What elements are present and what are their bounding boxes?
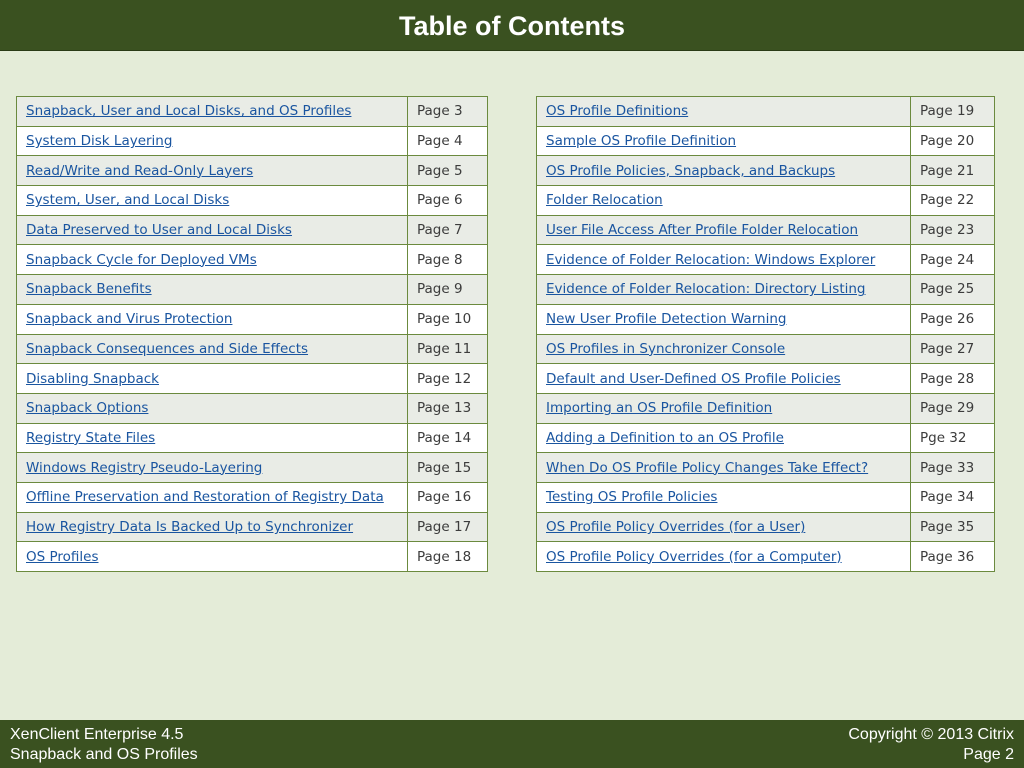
toc-entry-cell: [17, 364, 408, 394]
toc-page-number: Page 16: [408, 482, 488, 512]
toc-entry-cell: [537, 393, 911, 423]
toc-entry-link[interactable]: OS Profiles in Synchronizer Console: [546, 340, 786, 357]
toc-entry-cell: [17, 304, 408, 334]
toc-row: [537, 97, 995, 127]
toc-row: [537, 364, 995, 394]
toc-page-number: Page 23: [911, 215, 995, 245]
toc-entry-link[interactable]: Evidence of Folder Relocation: Windows Explorer: [546, 251, 876, 268]
toc-entry-link[interactable]: When Do OS Profile Policy Changes Take Effect?: [546, 459, 869, 476]
toc-entry-cell: [17, 186, 408, 216]
toc-entry-cell: [17, 512, 408, 542]
toc-row: [537, 156, 995, 186]
footer-page-number: Page 2: [963, 746, 1014, 763]
title-bar: [0, 0, 1024, 51]
toc-page-number: Page 9: [408, 275, 488, 305]
toc-entry-link[interactable]: Sample OS Profile Definition: [546, 133, 737, 150]
toc-entry-cell: [537, 453, 911, 483]
toc-page-number: Page 17: [408, 512, 488, 542]
toc-entry-cell: [537, 423, 911, 453]
toc-entry-cell: [17, 156, 408, 186]
toc-page-number: Page 11: [408, 334, 488, 364]
toc-entry-link[interactable]: Registry State Files: [26, 429, 156, 446]
toc-entry-link[interactable]: Windows Registry Pseudo-Layering: [26, 459, 263, 476]
toc-page-number: Page 33: [911, 453, 995, 483]
toc-row: [537, 334, 995, 364]
toc-row: [537, 215, 995, 245]
toc-entry-cell: [537, 186, 911, 216]
toc-row: [17, 542, 488, 572]
toc-entry-link[interactable]: Snapback Benefits: [26, 281, 152, 298]
footer-bar: [0, 720, 1024, 768]
toc-entry-cell: [537, 126, 911, 156]
toc-page-number: Page 4: [408, 126, 488, 156]
toc-page-number: Page 8: [408, 245, 488, 275]
toc-entry-link[interactable]: Offline Preservation and Restoration of Registry Data: [26, 489, 384, 506]
toc-entry-cell: [17, 542, 408, 572]
toc-entry-cell: [17, 275, 408, 305]
toc-table-right: [536, 96, 995, 572]
toc-entry-cell: [17, 453, 408, 483]
toc-entry-cell: [17, 423, 408, 453]
toc-row: [17, 304, 488, 334]
toc-entry-link[interactable]: New User Profile Detection Warning: [546, 311, 787, 328]
toc-row: [17, 364, 488, 394]
toc-entry-cell: [17, 126, 408, 156]
toc-page-number: Page 5: [408, 156, 488, 186]
toc-entry-cell: [537, 156, 911, 186]
toc-entry-link[interactable]: Default and User-Defined OS Profile Policies: [546, 370, 841, 387]
toc-entry-cell: [537, 245, 911, 275]
toc-entry-link[interactable]: OS Profiles: [26, 548, 99, 565]
toc-row: [17, 393, 488, 423]
toc-page-number: Page 3: [408, 97, 488, 127]
toc-row: [537, 126, 995, 156]
toc-entry-link[interactable]: Read/Write and Read-Only Layers: [26, 162, 254, 179]
toc-page-number: Page 18: [408, 542, 488, 572]
toc-entry-link[interactable]: Snapback Consequences and Side Effects: [26, 340, 309, 357]
toc-row: [17, 156, 488, 186]
toc-page-number: Page 25: [911, 275, 995, 305]
toc-entry-cell: [17, 482, 408, 512]
toc-page-number: Page 12: [408, 364, 488, 394]
toc-page-number: Page 21: [911, 156, 995, 186]
toc-entry-cell: [537, 215, 911, 245]
toc-row: [17, 453, 488, 483]
toc-row: [17, 126, 488, 156]
toc-row: [17, 423, 488, 453]
toc-page-number: Page 20: [911, 126, 995, 156]
toc-entry-cell: [537, 542, 911, 572]
toc-page-number: Page 14: [408, 423, 488, 453]
toc-entry-cell: [537, 334, 911, 364]
toc-row: [537, 275, 995, 305]
toc-row: [537, 542, 995, 572]
toc-table-left: [16, 96, 488, 572]
toc-entry-link[interactable]: Snapback, User and Local Disks, and OS Profiles: [26, 103, 352, 120]
toc-entry-link[interactable]: Testing OS Profile Policies: [546, 489, 718, 506]
toc-entry-link[interactable]: Data Preserved to User and Local Disks: [26, 222, 292, 239]
toc-row: [17, 97, 488, 127]
toc-entry-link[interactable]: OS Profile Policy Overrides (for a Computer): [546, 548, 842, 565]
toc-page-number: Page 13: [408, 393, 488, 423]
toc-row: [537, 245, 995, 275]
toc-page-number: Page 6: [408, 186, 488, 216]
toc-entry-cell: [17, 334, 408, 364]
toc-entry-link[interactable]: Disabling Snapback: [26, 370, 159, 387]
toc-entry-link[interactable]: Importing an OS Profile Definition: [546, 400, 773, 417]
toc-entry-cell: [17, 393, 408, 423]
toc-page-number: Page 22: [911, 186, 995, 216]
toc-row: [537, 304, 995, 334]
toc-entry-link[interactable]: OS Profile Policy Overrides (for a User): [546, 518, 806, 535]
toc-page-number: Page 35: [911, 512, 995, 542]
toc-page-number: Page 24: [911, 245, 995, 275]
toc-row: [17, 275, 488, 305]
toc-page-number: Page 34: [911, 482, 995, 512]
toc-row: [537, 512, 995, 542]
toc-entry-cell: [537, 512, 911, 542]
toc-row: [537, 393, 995, 423]
toc-row: [17, 215, 488, 245]
toc-entry-link[interactable]: Evidence of Folder Relocation: Directory Listing: [546, 281, 866, 298]
toc-entry-link[interactable]: Snapback Options: [26, 400, 149, 417]
toc-entry-cell: [537, 97, 911, 127]
toc-page-number: Page 19: [911, 97, 995, 127]
toc-page-number: Page 27: [911, 334, 995, 364]
footer-copyright: Copyright © 2013 Citrix: [848, 726, 1014, 743]
toc-entry-link[interactable]: System, User, and Local Disks: [26, 192, 230, 209]
toc-page-number: Pge 32: [911, 423, 995, 453]
toc-entry-cell: [537, 482, 911, 512]
toc-entry-cell: [537, 304, 911, 334]
toc-entry-cell: [537, 364, 911, 394]
toc-page-number: Page 10: [408, 304, 488, 334]
toc-entry-link[interactable]: Adding a Definition to an OS Profile: [546, 429, 784, 446]
toc-entry-link[interactable]: System Disk Layering: [26, 133, 173, 150]
toc-row: [537, 453, 995, 483]
toc-page-number: Page 15: [408, 453, 488, 483]
toc-entry-cell: [17, 245, 408, 275]
page-title: Table of Contents: [399, 10, 625, 41]
toc-row: [17, 482, 488, 512]
toc-entry-cell: [17, 97, 408, 127]
toc-row: [537, 186, 995, 216]
toc-entry-link[interactable]: Folder Relocation: [546, 192, 663, 209]
toc-entry-link[interactable]: OS Profile Definitions: [546, 103, 689, 120]
toc-page-number: Page 28: [911, 364, 995, 394]
toc-row: [537, 482, 995, 512]
toc-row: [17, 245, 488, 275]
toc-entry-link[interactable]: Snapback and Virus Protection: [26, 311, 233, 328]
toc-entry-cell: [537, 275, 911, 305]
toc-entry-link[interactable]: OS Profile Policies, Snapback, and Backups: [546, 162, 836, 179]
toc-entry-cell: [17, 215, 408, 245]
toc-page-number: Page 7: [408, 215, 488, 245]
toc-entry-link[interactable]: User File Access After Profile Folder Relocation: [546, 222, 859, 239]
toc-row: [537, 423, 995, 453]
toc-row: [17, 334, 488, 364]
footer-module: Snapback and OS Profiles: [10, 746, 198, 763]
toc-row: [17, 186, 488, 216]
toc-page-number: Page 29: [911, 393, 995, 423]
toc-page-number: Page 36: [911, 542, 995, 572]
footer-product: XenClient Enterprise 4.5: [10, 726, 184, 743]
toc-entry-link[interactable]: How Registry Data Is Backed Up to Synchronizer: [26, 518, 354, 535]
toc-entry-link[interactable]: Snapback Cycle for Deployed VMs: [26, 251, 257, 268]
toc-page-number: Page 26: [911, 304, 995, 334]
toc-row: [17, 512, 488, 542]
